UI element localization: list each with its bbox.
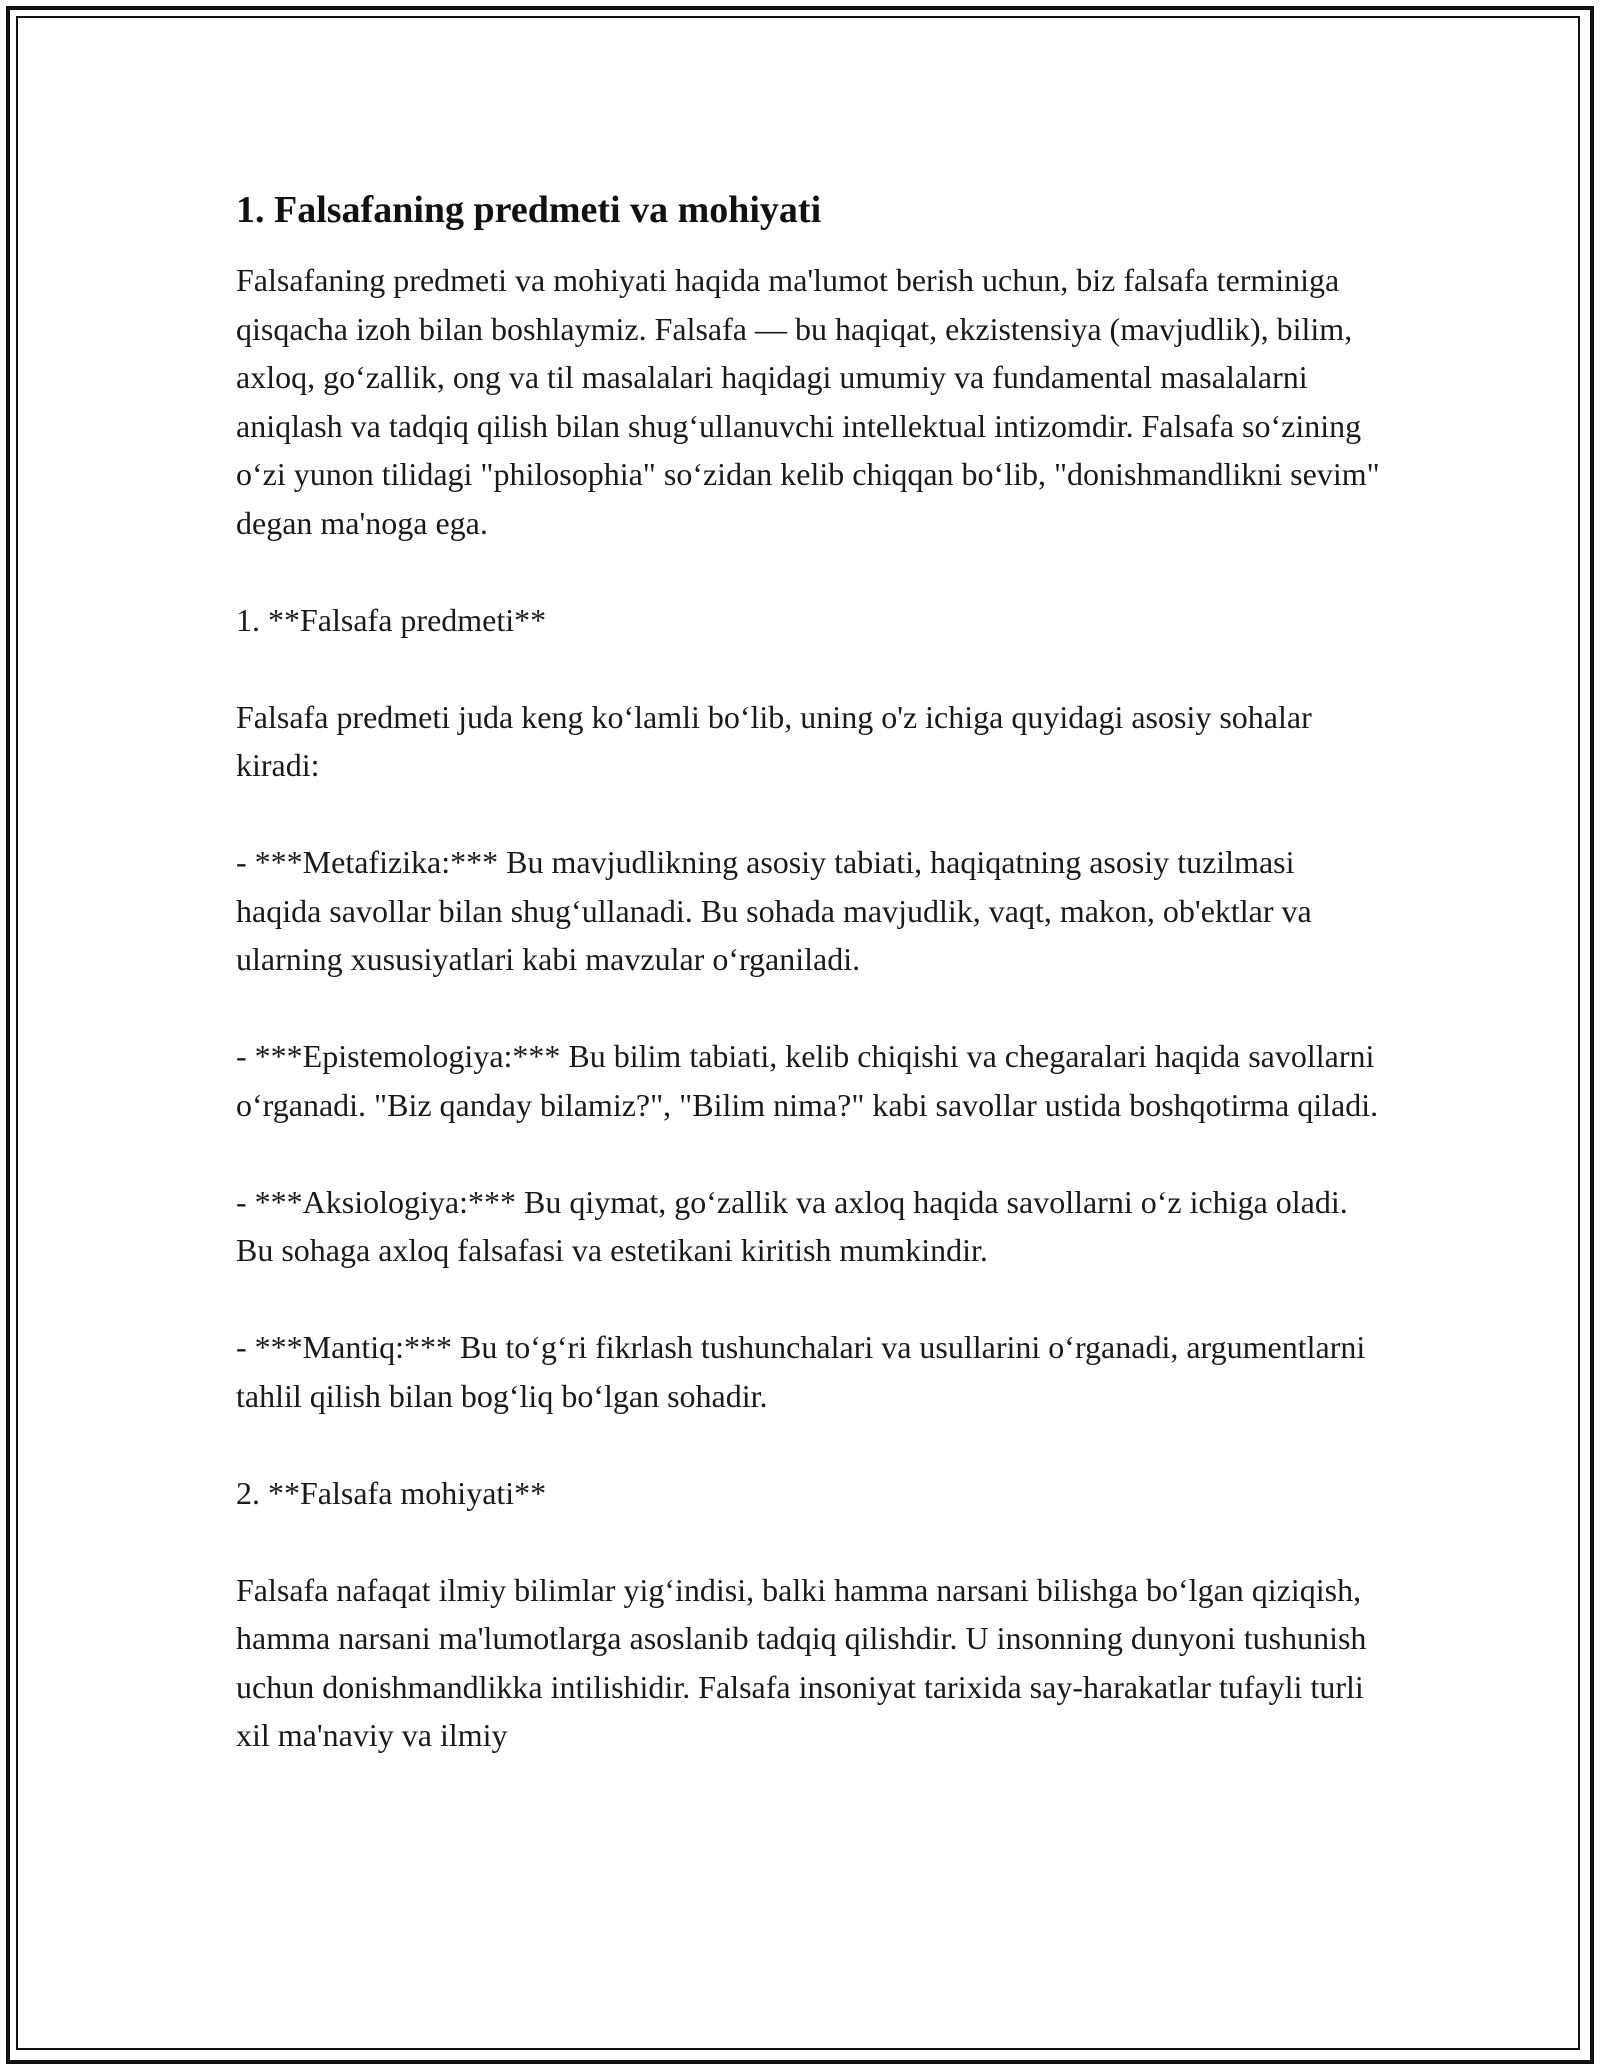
list-item-epistemologiya: - ***Epistemologiya:*** Bu bilim tabiati, kelib chiqishi va chegaralari haqida savollarni o‘rganadi. "Biz qanday bilamiz?", "Bilim nima?" kabi savollar ustida boshqotirma qiladi. bbox=[236, 1038, 1383, 1123]
list-item-metafizika: - ***Metafizika:*** Bu mavjudlikning asosiy tabiati, haqiqatning asosiy tuzilmasi haqida savollar bilan shug‘ullanadi. Bu sohada mavjudlik, vaqt, makon, ob'ektlar va ularning xususiyatlari kabi mavzular o‘rganiladi. bbox=[236, 844, 1320, 977]
subheading-mohiyati: 2. **Falsafa mohiyati** bbox=[236, 1474, 547, 1511]
list-item-aksiologiya: - ***Aksiologiya:*** Bu qiymat, go‘zallik va axloq haqida savollarni o‘z ichiga oladi. Bu sohaga axloq falsafasi va estetikani kiritish mumkindir. bbox=[236, 1183, 1356, 1268]
intro-paragraph: Falsafaning predmeti va mohiyati haqida ma'lumot berish uchun, biz falsafa terminiga qisqacha izoh bilan boshlaymiz. Falsafa — bu haqiqat, ekzistensiya (mavjudlik), bilim, axloq, go‘zallik, ong va til masalalari haqidagi umumiy va fundamental masalalarni aniqlash va tadqiq qilish bilan shug‘ullanuvchi intellektual intizomdir. Falsafa so‘zining o‘zi yunon tilidagi "philosophia" so‘zidan kelib chiqqan bo‘lib, "donishmandlikni sevim" degan ma'noga ega. bbox=[236, 262, 1388, 541]
document-body bbox=[236, 186, 1386, 1760]
section-heading: 1. Falsafaning predmeti va mohiyati bbox=[236, 189, 822, 231]
mohiyati-paragraph: Falsafa nafaqat ilmiy bilimlar yig‘indisi, balki hamma narsani bilishga bo‘lgan qiziqish, hamma narsani ma'lumotlarga asoslanib tadqiq qilishdir. U insonning dunyoni tushunish uchun donishmandlikka intilishidir. Falsafa insoniyat tarixida say-harakatlar tufayli turli xil ma'naviy va ilmiy bbox=[236, 1571, 1375, 1753]
subheading-predmeti: 1. **Falsafa predmeti** bbox=[236, 601, 547, 638]
list-item-mantiq: - ***Mantiq:*** Bu to‘g‘ri fikrlash tushunchalari va usullarini o‘rganadi, argumentlarni tahlil qilish bilan bog‘liq bo‘lgan sohadir. bbox=[236, 1329, 1374, 1414]
predmeti-intro-paragraph: Falsafa predmeti juda keng ko‘lamli bo‘lib, uning o'z ichiga quyidagi asosiy sohalar kiradi: bbox=[236, 698, 1320, 783]
